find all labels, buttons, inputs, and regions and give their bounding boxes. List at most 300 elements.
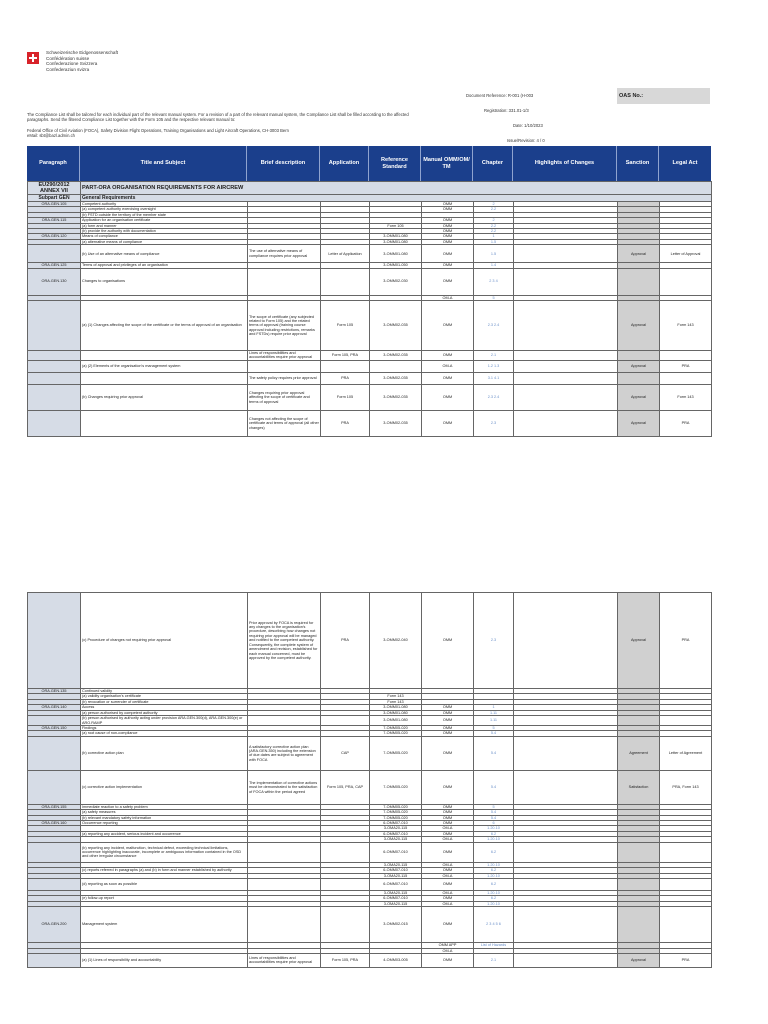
application-cell: PRA xyxy=(321,593,370,689)
title-cell: (d) reporting as soon as possible xyxy=(81,878,248,890)
manual-cell: OM-A xyxy=(422,837,474,842)
reference-standard-cell: 3-OMM01-080 xyxy=(370,705,422,710)
paragraph-cell xyxy=(28,736,81,770)
manual-cell: OMM xyxy=(422,202,474,207)
reference-standard-cell: 3-OMA20-115 xyxy=(370,901,422,906)
manual-cell: OMM xyxy=(422,810,474,815)
sanction-cell: Approval xyxy=(618,384,660,410)
application-cell xyxy=(321,716,370,726)
legal-act-cell: Form 143 xyxy=(660,301,712,351)
highlights-cell xyxy=(514,842,618,862)
sanction-cell xyxy=(618,716,660,726)
manual-cell: OM-A xyxy=(422,862,474,867)
brief-description-cell: Prior approval by FOCA is required for any changes to the organisation's procedure, describing how changes not requiring prior approval will be managed and notified to the competent authority. Consequently, the complete system of amendment and revision, established for each manual concerned, must be approved by the competent authority. xyxy=(248,593,321,689)
application-cell: Form 105, PRA xyxy=(321,351,370,361)
title-cell: Findings xyxy=(81,726,248,731)
title-cell: (b) reporting any incident, malfunction, technical defect, exceeding technical limitations, occurrence highlighting inaccurate, incomplete or ambiguous information contained in the OSD and other irregular circumstance xyxy=(81,842,248,862)
brief-description-cell xyxy=(248,842,321,862)
legal-act-cell: PRA xyxy=(660,953,712,967)
reference-standard-cell: 3-OMM02-035 xyxy=(370,301,422,351)
col-paragraph: Paragraph xyxy=(27,146,80,181)
paragraph-cell: ORA.GEN.160 xyxy=(28,821,81,826)
chapter-cell: 1.5 xyxy=(474,245,514,263)
title-cell: (a) (1) Changes affecting the scope of the certificate or the terms of approval of an organisation xyxy=(81,301,248,351)
sanction-cell: Agreement xyxy=(618,736,660,770)
chapter-cell: 2.3 2.4 xyxy=(474,384,514,410)
reference-standard-cell: 7-OMM05-020 xyxy=(370,804,422,809)
manual-cell: OMM xyxy=(422,770,474,804)
highlights-cell xyxy=(514,372,618,384)
chapter-cell: 6.2 xyxy=(474,868,514,873)
reference-standard-cell: 7-OMM05-020 xyxy=(370,736,422,770)
manual-cell: OMM xyxy=(422,207,474,212)
legal-act-cell xyxy=(660,716,712,726)
paragraph-cell: ORA.GEN.130 xyxy=(28,268,81,295)
sanction-cell: Approval xyxy=(618,301,660,351)
title-cell: (a) root cause of non-compliance xyxy=(81,731,248,736)
title-cell: Continued validity xyxy=(81,689,248,694)
swiss-confederation-logo xyxy=(27,50,118,72)
paragraph-cell xyxy=(28,770,81,804)
title-cell: Immediate reaction to a safety problem xyxy=(81,804,248,809)
title-cell: (a) validity organisation's certificate xyxy=(81,694,248,699)
title-cell: Application for an organisation certificate xyxy=(81,218,248,223)
registration: Registration: 331.01-1/3 xyxy=(484,108,529,113)
manual-cell: OMM xyxy=(422,868,474,873)
table-row xyxy=(28,268,712,295)
chapter-cell: 2 xyxy=(474,202,514,207)
reference-standard-cell: 6-OMM07-010 xyxy=(370,896,422,901)
application-cell xyxy=(321,268,370,295)
paragraph-cell: ORA.GEN.150 xyxy=(28,726,81,731)
manual-cell: OMM xyxy=(422,263,474,268)
col-brief-description: Brief description xyxy=(247,146,320,181)
chapter-cell: 2.2 xyxy=(474,229,514,234)
paragraph-cell xyxy=(28,953,81,967)
reference-standard-cell: Form 105 xyxy=(370,223,422,228)
chapter-cell: 6.2 xyxy=(474,896,514,901)
title-cell xyxy=(81,410,248,436)
reference-standard-cell: 7-OMM05-020 xyxy=(370,815,422,820)
chapter-cell: 5 xyxy=(474,726,514,731)
manual-cell: OM-A xyxy=(422,295,474,300)
title-cell: (b) provide the authority with documentation xyxy=(81,229,248,234)
manual-cell: OMM xyxy=(422,831,474,836)
manual-cell: OMM xyxy=(422,815,474,820)
highlights-cell xyxy=(514,384,618,410)
reference-standard-cell: 3-OMM01-080 xyxy=(370,234,422,239)
chapter-cell: 5.4 xyxy=(474,736,514,770)
legal-act-cell xyxy=(660,351,712,361)
manual-cell: OMM xyxy=(422,953,474,967)
chapter-cell: 1.20.10 xyxy=(474,837,514,842)
manual-cell: OMM xyxy=(422,218,474,223)
paragraph-cell xyxy=(28,245,81,263)
reference-standard-cell: 3-OMM01-080 xyxy=(370,239,422,244)
table-header xyxy=(27,146,711,181)
sanction-cell: Approval xyxy=(618,245,660,263)
paragraph-cell: ORA.GEN.200 xyxy=(28,907,81,943)
section-title: PART-ORA ORGANISATION REQUIREMENTS FOR AIRCREW xyxy=(81,182,712,195)
manual-cell: OM-A xyxy=(422,360,474,372)
highlights-cell xyxy=(514,907,618,943)
subpart-code: Subpart GEN xyxy=(28,195,81,202)
chapter-cell: 6.2 xyxy=(474,842,514,862)
reference-standard-cell: 3-OMM01-080 xyxy=(370,710,422,715)
reference-standard-cell: 3-OMM02-040 xyxy=(370,593,422,689)
sanction-cell: Approval xyxy=(618,593,660,689)
oas-number-label: OAS No.: xyxy=(619,93,644,99)
table-row xyxy=(28,736,712,770)
manual-cell: OMM xyxy=(422,710,474,715)
application-cell: Form 105 xyxy=(321,384,370,410)
legal-act-cell xyxy=(660,372,712,384)
legal-act-cell: PRA xyxy=(660,593,712,689)
sanction-cell: Satisfaction xyxy=(618,770,660,804)
title-cell: (b) corrective action plan xyxy=(81,736,248,770)
title-cell: (a) reporting any accident, serious incident and occurrence xyxy=(81,831,248,836)
application-cell: Form 105, PRA xyxy=(321,953,370,967)
reference-standard-cell: 3-OMM01-050 xyxy=(370,263,422,268)
manual-cell: OMM xyxy=(422,223,474,228)
title-cell: (c) corrective action implementation xyxy=(81,770,248,804)
table-row xyxy=(28,907,712,943)
title-cell xyxy=(81,372,248,384)
brief-description-cell: The scope of certificate (any subjected related to Form 105) and the related terms of approval (training course approval including restrictions, remarks and FSTDs) require prior approval xyxy=(248,301,321,351)
manual-cell: OMM xyxy=(422,268,474,295)
chapter-cell: 2.1 xyxy=(474,351,514,361)
brief-description-cell xyxy=(248,360,321,372)
title-cell: (a) alternative means of compliance xyxy=(81,239,248,244)
col-sanction: Sanction xyxy=(617,146,659,181)
reference-standard-cell: 6-OMM07-010 xyxy=(370,878,422,890)
chapter-cell: 2.3 2.4 xyxy=(474,301,514,351)
table-row xyxy=(28,195,712,202)
chapter-cell: 5.4 xyxy=(474,815,514,820)
paragraph-cell: ORA.GEN.140 xyxy=(28,705,81,710)
paragraph-cell: ORA.GEN.135 xyxy=(28,689,81,694)
chapter-cell: 1.4 xyxy=(474,263,514,268)
table-row xyxy=(28,182,712,195)
manual-cell: OMM xyxy=(422,705,474,710)
legal-act-cell: Form 143 xyxy=(660,384,712,410)
application-cell xyxy=(321,360,370,372)
title-cell: (a) competent authority exercising oversight xyxy=(81,207,248,212)
chapter-cell: 1.20.10 xyxy=(474,890,514,895)
table-row xyxy=(28,384,712,410)
brief-description-cell xyxy=(248,878,321,890)
manual-cell: OMM xyxy=(422,234,474,239)
manual-cell: OMM xyxy=(422,804,474,809)
title-cell: (b) Changes requiring prior approval xyxy=(81,384,248,410)
reference-standard-cell: 3-OMM02-035 xyxy=(370,372,422,384)
highlights-cell xyxy=(514,410,618,436)
paragraph-cell xyxy=(28,842,81,862)
paragraph-cell xyxy=(28,410,81,436)
sanction-cell xyxy=(618,372,660,384)
col-legal-act: Legal Act xyxy=(672,160,698,167)
manual-cell: OMM xyxy=(422,896,474,901)
reference-standard-cell: 7-OMM05-020 xyxy=(370,731,422,736)
application-cell: PRA xyxy=(321,410,370,436)
foca-address: Federal Office of Civil Aviation (FOCA), Safety Division Flight Operations, Training Organisations and Light Aircraft Operations, CH-3003 Bern xyxy=(27,128,289,133)
table-row xyxy=(28,351,712,361)
paragraph-cell xyxy=(28,360,81,372)
paragraph-cell: ORA.GEN.120 xyxy=(28,234,81,239)
brief-description-cell: Lines of responsibilities and accountabilities require prior approval xyxy=(248,351,321,361)
reference-standard-cell: 3-OMA20-115 xyxy=(370,890,422,895)
chapter-cell: 2.3 xyxy=(474,593,514,689)
chapter-cell: 5 xyxy=(474,804,514,809)
chapter-cell: 1.11 xyxy=(474,710,514,715)
legal-act-cell xyxy=(660,842,712,862)
title-cell: Occurrence reporting xyxy=(81,821,248,826)
legal-act-cell: PRA xyxy=(660,410,712,436)
highlights-cell xyxy=(514,953,618,967)
chapter-cell: 1.20.10 xyxy=(474,873,514,878)
title-cell: Changes to organisations xyxy=(81,268,248,295)
legal-act-cell: PRA xyxy=(660,360,712,372)
sanction-cell: Approval xyxy=(618,953,660,967)
issue-revision: Issue/Revision: 4 / 0 xyxy=(507,138,545,143)
chapter-cell: 1.20.10 xyxy=(474,901,514,906)
legal-act-cell: Letter of Agreement xyxy=(660,736,712,770)
chapter-cell: 2.1 xyxy=(474,953,514,967)
col-manual: Manual OMM/OM/ TM xyxy=(421,146,473,181)
title-cell xyxy=(81,351,248,361)
highlights-cell xyxy=(514,245,618,263)
sanction-cell xyxy=(618,878,660,890)
title-cell: (b) revocation or surrender of certificate xyxy=(81,699,248,704)
chapter-cell: 1.2 1.3 xyxy=(474,360,514,372)
paragraph-cell xyxy=(28,716,81,726)
legal-act-cell: Letter of Approval xyxy=(660,245,712,263)
reference-standard-cell: 3-OMA20-115 xyxy=(370,862,422,867)
manual-cell: OMM xyxy=(422,239,474,244)
manual-cell: OMM xyxy=(422,593,474,689)
paragraph-cell: ORA.GEN.105 xyxy=(28,202,81,207)
chapter-cell: 6 xyxy=(474,821,514,826)
title-cell: (e) follow-up report xyxy=(81,896,248,901)
manual-cell: OM-A xyxy=(422,873,474,878)
title-cell: Competent authority xyxy=(81,202,248,207)
application-cell: CAP xyxy=(321,736,370,770)
title-cell: (b) Use of an alternative means of compliance xyxy=(81,245,248,263)
brief-description-cell: The safety policy requires prior approval xyxy=(248,372,321,384)
chapter-cell: 1 xyxy=(474,234,514,239)
sanction-cell xyxy=(618,351,660,361)
manual-cell: OMM xyxy=(422,821,474,826)
chapter-cell: 2.2 xyxy=(474,207,514,212)
title-cell: (a) form and manner xyxy=(81,223,248,228)
highlights-cell xyxy=(514,736,618,770)
chapter-cell: 2 3 4 xyxy=(474,268,514,295)
reference-standard-cell: 3-OMM01-080 xyxy=(370,245,422,263)
chapter-cell: 5.4 xyxy=(474,731,514,736)
manual-cell: OMM xyxy=(422,384,474,410)
chapter-cell: 2 xyxy=(474,218,514,223)
application-cell xyxy=(321,907,370,943)
highlights-cell xyxy=(514,878,618,890)
reference-standard-cell: 7-OMM05-020 xyxy=(370,770,422,804)
paragraph-cell: ORA.GEN.155 xyxy=(28,804,81,809)
manual-cell: OMM xyxy=(422,229,474,234)
title-cell: (a) safety measures xyxy=(81,810,248,815)
intro-paragraph: The Compliance List shall be tailored for each individual part of the relevant manual system. For a revision of a part of the relevant manual system, the Compliance List shall be filled according to the affected paragraphs. Send the filtered Compliance List together with the Form 105 and the respective relevant manual to: xyxy=(27,112,409,123)
reference-standard-cell: 3-OMA20-115 xyxy=(370,873,422,878)
reference-standard-cell: 3-OMM01-080 xyxy=(370,716,422,726)
manual-cell: OMM xyxy=(422,716,474,726)
paragraph-cell xyxy=(28,878,81,890)
chapter-cell: 2.3 xyxy=(474,410,514,436)
highlights-cell xyxy=(514,360,618,372)
chapter-cell: 2 3 4 5 6 xyxy=(474,907,514,943)
highlights-cell xyxy=(514,351,618,361)
brief-description-cell: A satisfactory corrective action plan (ARA.GEN.350) including the extension of due dates are subject to agreement with FOCA xyxy=(248,736,321,770)
brief-description-cell: Changes requiring prior approval affecting the scope of certificate and terms of approval xyxy=(248,384,321,410)
manual-cell: OMM xyxy=(422,726,474,731)
manual-cell: OM-A xyxy=(422,890,474,895)
reference-standard-cell: 3-OMA20-115 xyxy=(370,837,422,842)
title-cell: (c) Procedure of changes not requiring prior approval xyxy=(81,593,248,689)
compliance-table-page-2 xyxy=(27,592,712,968)
legal-act-cell xyxy=(660,878,712,890)
chapter-cell: 6.2 xyxy=(474,831,514,836)
manual-cell: OM-A xyxy=(422,901,474,906)
chapter-cell: 1.11 xyxy=(474,716,514,726)
application-cell: Form 105, PRA, CAP xyxy=(321,770,370,804)
brief-description-cell: The implementation of corrective actions must be demonstrated to the satisfaction of FOCA within the period agreed xyxy=(248,770,321,804)
reference-standard-cell: 3-OMM02-035 xyxy=(370,410,422,436)
paragraph-cell: ORA.GEN.125 xyxy=(28,263,81,268)
chapter-cell: 1.20.10 xyxy=(474,826,514,831)
manual-cell: OMM xyxy=(422,410,474,436)
table-row xyxy=(28,842,712,862)
title-cell: (a) (1) Lines of responsibility and accountability xyxy=(81,953,248,967)
manual-cell: OMM xyxy=(422,907,474,943)
manual-cell: OMM xyxy=(422,878,474,890)
col-reference-standard: Reference Standard xyxy=(369,146,421,181)
application-cell xyxy=(321,842,370,862)
application-cell: Form 105 xyxy=(321,301,370,351)
brief-description-cell: Changes not affecting the scope of certificate and terms of approval (all other changes) xyxy=(248,410,321,436)
reference-standard-cell: 3-OMM02-030 xyxy=(370,268,422,295)
col-chapter: Chapter xyxy=(473,146,513,181)
reference-standard-cell: 6-OMM07-010 xyxy=(370,821,422,826)
table-row xyxy=(28,245,712,263)
title-cell: (b) FSTD outside the territory of the member state xyxy=(81,212,248,217)
col-highlights: Highlights of Changes xyxy=(513,146,617,181)
legal-act-cell: PRA, Form 143 xyxy=(660,770,712,804)
manual-cell: OMM xyxy=(422,736,474,770)
table-row xyxy=(28,716,712,726)
reference-standard-cell: 4-OMM03-005 xyxy=(370,953,422,967)
title-cell: Terms of approval and privileges of an organisation xyxy=(81,263,248,268)
chapter-cell: 3.1 4.1 xyxy=(474,372,514,384)
table-row xyxy=(28,770,712,804)
foca-email: eMail: sbt@bazl.admin.ch xyxy=(27,133,76,138)
title-cell: (a) person authorised by competent authority xyxy=(81,710,248,715)
sanction-cell: Approval xyxy=(618,360,660,372)
title-cell: Management system xyxy=(81,907,248,943)
col-title: Title and Subject xyxy=(80,146,247,181)
brief-description-cell xyxy=(248,907,321,943)
reference-standard-cell xyxy=(370,360,422,372)
reference-standard-cell: 7-OMM05-020 xyxy=(370,810,422,815)
chapter-cell: 5 xyxy=(474,295,514,300)
legal-act-cell xyxy=(660,907,712,943)
sanction-cell xyxy=(618,842,660,862)
chapter-cell: 5.4 xyxy=(474,810,514,815)
reference-standard-cell: Form 143 xyxy=(370,694,422,699)
title-cell: Access xyxy=(81,705,248,710)
reference-standard-cell: 3-OMM02-015 xyxy=(370,907,422,943)
title-cell: (a) (2) Elements of the organisation's management system xyxy=(81,360,248,372)
manual-cell: OMM xyxy=(422,245,474,263)
legal-act-cell xyxy=(660,268,712,295)
reference-standard-cell: 6-OMM07-010 xyxy=(370,868,422,873)
chapter-cell: 5.4 xyxy=(474,770,514,804)
chapter-cell: 1.5 xyxy=(474,239,514,244)
table-row xyxy=(28,301,712,351)
chapter-cell: 1 xyxy=(474,705,514,710)
reference-standard-cell: 3-OMA20-115 xyxy=(370,826,422,831)
table-row xyxy=(28,878,712,890)
paragraph-cell xyxy=(28,593,81,689)
chapter-cell: 6.2 xyxy=(474,878,514,890)
reference-standard-cell: 3-OMM02-035 xyxy=(370,384,422,410)
chapter-cell: List of Hazards xyxy=(474,943,514,948)
manual-cell: OM-A xyxy=(422,826,474,831)
section-code: EU290/2012 ANNEX VII xyxy=(28,182,81,195)
reference-standard-cell: 7-OMM05-020 xyxy=(370,726,422,731)
highlights-cell xyxy=(514,301,618,351)
sanction-cell xyxy=(618,268,660,295)
manual-cell: OMM xyxy=(422,301,474,351)
title-cell: (b) person authorised by authority acting under provision ARA.GEN.300(d), ARA.GEN.300(e) or ARO.RAMP xyxy=(81,716,248,726)
table-row xyxy=(28,360,712,372)
manual-cell: OMM APP xyxy=(422,943,474,948)
sanction-cell: Approval xyxy=(618,410,660,436)
table-row xyxy=(28,593,712,689)
reference-standard-cell: 6-OMM07-010 xyxy=(370,842,422,862)
reference-standard-cell: 3-OMM02-035 xyxy=(370,351,422,361)
confederation-names: Schweizerische Eidgenossenschaft Confédération suisse Confederazione Svizzera Confederaziun svizra xyxy=(46,50,119,72)
title-cell: Means of compliance xyxy=(81,234,248,239)
swiss-flag-icon xyxy=(27,52,39,64)
manual-cell: OM-A xyxy=(422,948,474,953)
table-row xyxy=(28,953,712,967)
table-row xyxy=(28,410,712,436)
sanction-cell xyxy=(618,907,660,943)
manual-cell: OMM xyxy=(422,842,474,862)
highlights-cell xyxy=(514,770,618,804)
paragraph-cell xyxy=(28,384,81,410)
highlights-cell xyxy=(514,716,618,726)
document-reference: Document Reference: R-001 (H-003 xyxy=(466,93,534,98)
date: Date: 1/10/2023 xyxy=(513,123,543,128)
chapter-cell: 2.2 xyxy=(474,223,514,228)
reference-standard-cell: Form 143 xyxy=(370,699,422,704)
paragraph-cell xyxy=(28,372,81,384)
brief-description-cell: The use of alternative means of compliance requires prior approval xyxy=(248,245,321,263)
reference-standard-cell: 6-OMM07-010 xyxy=(370,831,422,836)
paragraph-cell: ORA.GEN.115 xyxy=(28,218,81,223)
compliance-table-page-1 xyxy=(27,181,712,437)
application-cell: PRA xyxy=(321,372,370,384)
title-cell: (c) reports referred in paragraphs (a) and (b) in form and manner established by authority xyxy=(81,868,248,873)
paragraph-cell xyxy=(28,301,81,351)
